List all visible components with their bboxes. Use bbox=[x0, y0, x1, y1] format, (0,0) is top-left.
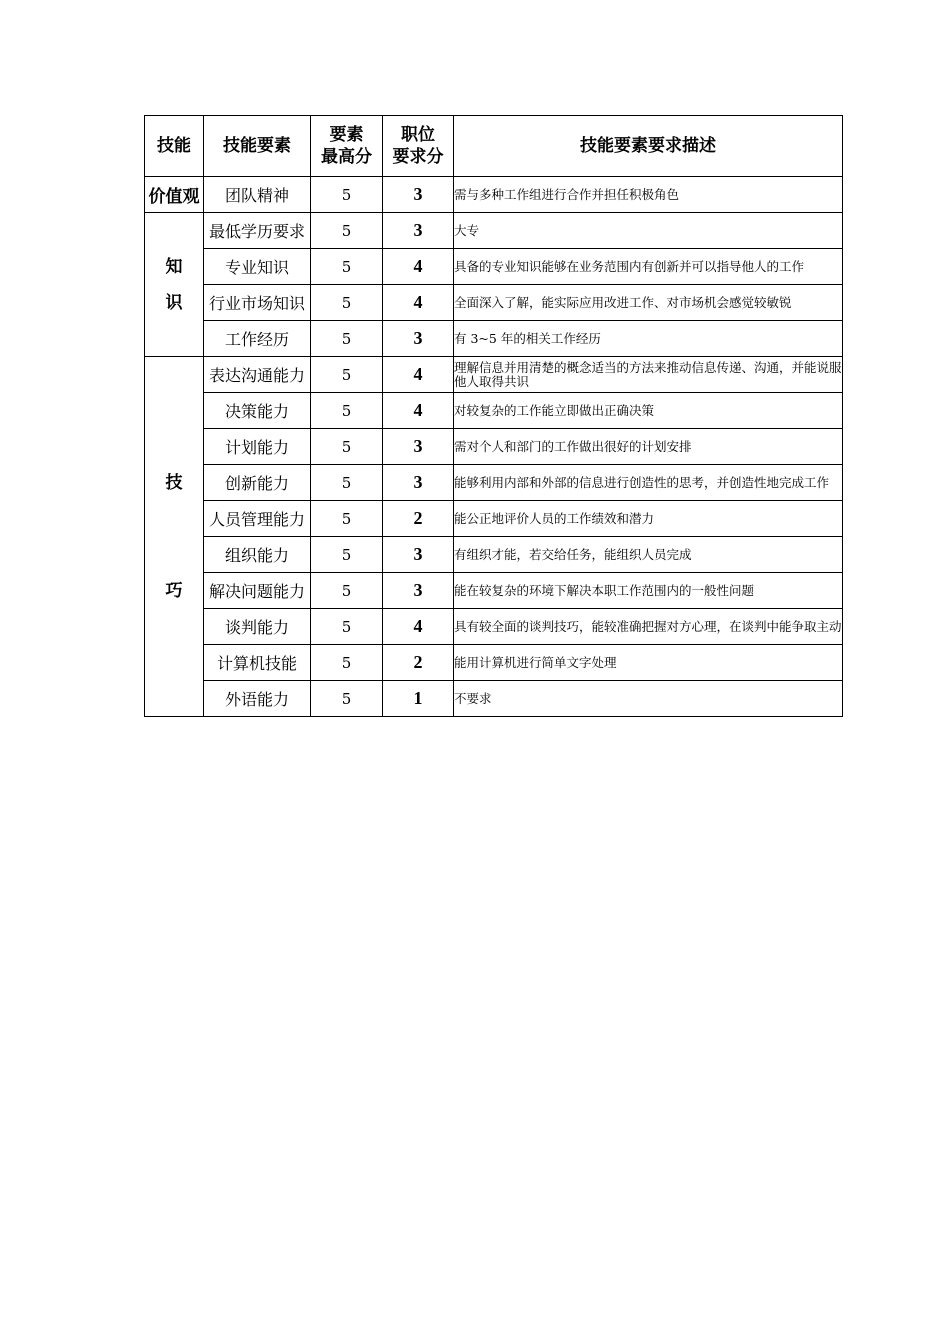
header-required-score: 职位 要求分 bbox=[383, 116, 454, 177]
table-row bbox=[145, 249, 843, 285]
header-description: 技能要素要求描述 bbox=[454, 116, 843, 177]
description-cell: 具有较全面的谈判技巧，能较准确把握对方心理，在谈判中能争取主动 bbox=[454, 609, 843, 645]
table-row bbox=[145, 501, 843, 537]
description-cell: 大专 bbox=[454, 213, 843, 249]
element-cell: 创新能力 bbox=[204, 465, 311, 501]
header-element: 技能要素 bbox=[204, 116, 311, 177]
required-score-cell: 4 bbox=[383, 249, 454, 285]
table-row bbox=[145, 681, 843, 717]
max-score-cell: 5 bbox=[311, 429, 383, 465]
category-knowledge: 知识 bbox=[145, 213, 204, 357]
element-cell: 工作经历 bbox=[204, 321, 311, 357]
required-score-cell: 4 bbox=[383, 609, 454, 645]
skill-requirements-table bbox=[144, 115, 843, 717]
table-row bbox=[145, 177, 843, 213]
description-cell: 有 3~5 年的相关工作经历 bbox=[454, 321, 843, 357]
max-score-cell: 5 bbox=[311, 393, 383, 429]
element-cell: 人员管理能力 bbox=[204, 501, 311, 537]
table-row bbox=[145, 285, 843, 321]
required-score-cell: 4 bbox=[383, 393, 454, 429]
table-row bbox=[145, 321, 843, 357]
table-row bbox=[145, 429, 843, 465]
max-score-cell: 5 bbox=[311, 537, 383, 573]
max-score-cell: 5 bbox=[311, 465, 383, 501]
description-cell: 能用计算机进行简单文字处理 bbox=[454, 645, 843, 681]
max-score-cell: 5 bbox=[311, 645, 383, 681]
header-skill: 技能 bbox=[145, 116, 204, 177]
element-cell: 专业知识 bbox=[204, 249, 311, 285]
required-score-cell: 4 bbox=[383, 285, 454, 321]
element-cell: 计划能力 bbox=[204, 429, 311, 465]
required-score-cell: 2 bbox=[383, 501, 454, 537]
element-cell: 组织能力 bbox=[204, 537, 311, 573]
description-cell: 理解信息并用清楚的概念适当的方法来推动信息传递、沟通，并能说服他人取得共识 bbox=[454, 357, 843, 393]
description-cell: 对较复杂的工作能立即做出正确决策 bbox=[454, 393, 843, 429]
element-cell: 计算机技能 bbox=[204, 645, 311, 681]
description-cell: 能够利用内部和外部的信息进行创造性的思考，并创造性地完成工作 bbox=[454, 465, 843, 501]
required-score-cell: 3 bbox=[383, 213, 454, 249]
table-row bbox=[145, 645, 843, 681]
max-score-cell: 5 bbox=[311, 321, 383, 357]
required-score-cell: 3 bbox=[383, 429, 454, 465]
required-score-cell: 3 bbox=[383, 177, 454, 213]
description-cell: 有组织才能，若交给任务，能组织人员完成 bbox=[454, 537, 843, 573]
header-max-score: 要素 最高分 bbox=[311, 116, 383, 177]
max-score-cell: 5 bbox=[311, 681, 383, 717]
description-cell: 能公正地评价人员的工作绩效和潜力 bbox=[454, 501, 843, 537]
required-score-cell: 2 bbox=[383, 645, 454, 681]
max-score-cell: 5 bbox=[311, 357, 383, 393]
element-cell: 团队精神 bbox=[204, 177, 311, 213]
max-score-cell: 5 bbox=[311, 249, 383, 285]
table-row bbox=[145, 213, 843, 249]
max-score-cell: 5 bbox=[311, 573, 383, 609]
category-values: 价值观 bbox=[145, 177, 204, 213]
element-cell: 最低学历要求 bbox=[204, 213, 311, 249]
description-cell: 具备的专业知识能够在业务范围内有创新并可以指导他人的工作 bbox=[454, 249, 843, 285]
description-cell: 需对个人和部门的工作做出很好的计划安排 bbox=[454, 429, 843, 465]
max-score-cell: 5 bbox=[311, 285, 383, 321]
required-score-cell: 3 bbox=[383, 573, 454, 609]
header-row bbox=[145, 116, 843, 177]
description-cell: 需与多种工作组进行合作并担任积极角色 bbox=[454, 177, 843, 213]
max-score-cell: 5 bbox=[311, 213, 383, 249]
element-cell: 决策能力 bbox=[204, 393, 311, 429]
category-skills: 技巧 bbox=[145, 357, 204, 717]
description-cell: 全面深入了解，能实际应用改进工作、对市场机会感觉较敏锐 bbox=[454, 285, 843, 321]
max-score-cell: 5 bbox=[311, 609, 383, 645]
required-score-cell: 3 bbox=[383, 537, 454, 573]
table-row bbox=[145, 537, 843, 573]
table-row bbox=[145, 465, 843, 501]
element-cell: 谈判能力 bbox=[204, 609, 311, 645]
element-cell: 行业市场知识 bbox=[204, 285, 311, 321]
required-score-cell: 3 bbox=[383, 321, 454, 357]
description-cell: 能在较复杂的环境下解决本职工作范围内的一般性问题 bbox=[454, 573, 843, 609]
table-row bbox=[145, 357, 843, 393]
table-row bbox=[145, 609, 843, 645]
table-row bbox=[145, 393, 843, 429]
element-cell: 表达沟通能力 bbox=[204, 357, 311, 393]
max-score-cell: 5 bbox=[311, 177, 383, 213]
required-score-cell: 1 bbox=[383, 681, 454, 717]
table-row bbox=[145, 573, 843, 609]
required-score-cell: 4 bbox=[383, 357, 454, 393]
max-score-cell: 5 bbox=[311, 501, 383, 537]
required-score-cell: 3 bbox=[383, 465, 454, 501]
element-cell: 外语能力 bbox=[204, 681, 311, 717]
description-cell: 不要求 bbox=[454, 681, 843, 717]
element-cell: 解决问题能力 bbox=[204, 573, 311, 609]
